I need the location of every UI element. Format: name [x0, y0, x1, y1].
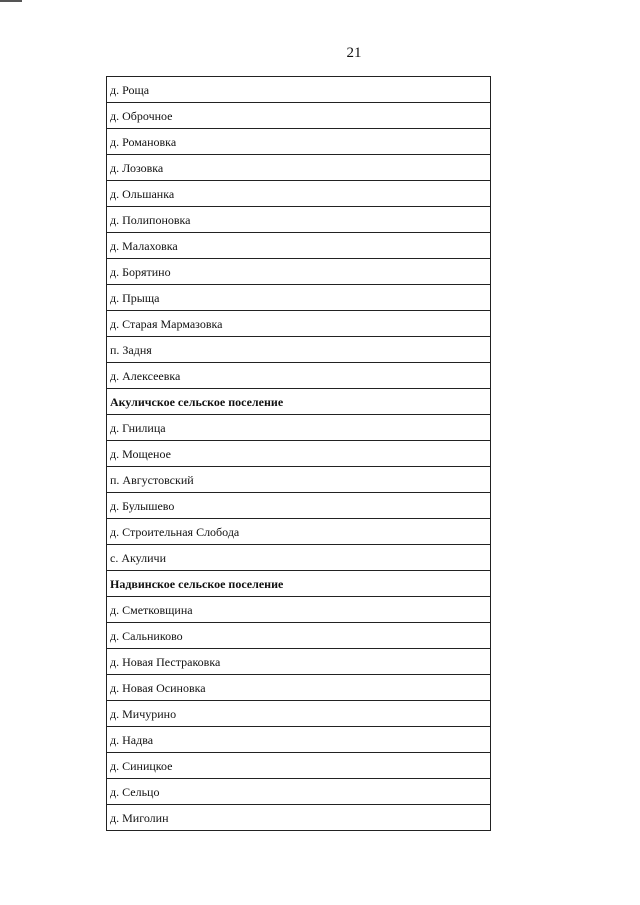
- table-row: [107, 545, 491, 571]
- section-header-cell: Надвинское сельское поселение: [107, 571, 491, 597]
- table-row: [107, 675, 491, 701]
- settlement-name-cell: д. Новая Пестраковка: [107, 649, 491, 675]
- table-row: [107, 181, 491, 207]
- settlement-name-cell: д. Строительная Слобода: [107, 519, 491, 545]
- settlement-list-body: [107, 77, 491, 831]
- table-row: [107, 779, 491, 805]
- settlement-name-cell: д. Ольшанка: [107, 181, 491, 207]
- settlement-name-cell: д. Романовка: [107, 129, 491, 155]
- settlement-name-cell: д. Сметковщина: [107, 597, 491, 623]
- settlement-name-cell: д. Сельцо: [107, 779, 491, 805]
- table-row: [107, 311, 491, 337]
- settlement-name-cell: п. Августовский: [107, 467, 491, 493]
- settlement-name-cell: д. Роща: [107, 77, 491, 103]
- table-row: [107, 259, 491, 285]
- table-row: [107, 207, 491, 233]
- table-row: [107, 727, 491, 753]
- settlement-name-cell: д. Алексеевка: [107, 363, 491, 389]
- settlement-name-cell: д. Оброчное: [107, 103, 491, 129]
- table-row: [107, 753, 491, 779]
- settlement-name-cell: д. Новая Осиновка: [107, 675, 491, 701]
- scan-mark: [0, 0, 22, 2]
- settlement-name-cell: д. Полипоновка: [107, 207, 491, 233]
- table-row: [107, 129, 491, 155]
- settlement-name-cell: д. Миголин: [107, 805, 491, 831]
- table-row: [107, 337, 491, 363]
- table-row: [107, 701, 491, 727]
- settlement-name-cell: п. Задня: [107, 337, 491, 363]
- settlement-name-cell: д. Сальниково: [107, 623, 491, 649]
- section-header-cell: Акуличское сельское поселение: [107, 389, 491, 415]
- table-row: [107, 77, 491, 103]
- table-row: [107, 233, 491, 259]
- settlement-name-cell: д. Гнилица: [107, 415, 491, 441]
- table-row: [107, 441, 491, 467]
- table-row: [107, 285, 491, 311]
- settlement-name-cell: д. Старая Мармазовка: [107, 311, 491, 337]
- table-row: [107, 467, 491, 493]
- settlement-list-table: [106, 76, 491, 831]
- table-row: [107, 597, 491, 623]
- table-row: [107, 493, 491, 519]
- settlement-name-cell: д. Малаховка: [107, 233, 491, 259]
- table-row: [107, 649, 491, 675]
- settlement-name-cell: д. Лозовка: [107, 155, 491, 181]
- page-number: 21: [346, 45, 362, 61]
- settlement-name-cell: д. Синицкое: [107, 753, 491, 779]
- section-header-row: [107, 571, 491, 597]
- settlement-name-cell: д. Булышево: [107, 493, 491, 519]
- settlement-name-cell: д. Надва: [107, 727, 491, 753]
- settlement-name-cell: д. Мичурино: [107, 701, 491, 727]
- settlement-name-cell: д. Прыща: [107, 285, 491, 311]
- settlement-name-cell: д. Мощеное: [107, 441, 491, 467]
- settlement-name-cell: с. Акуличи: [107, 545, 491, 571]
- table-row: [107, 623, 491, 649]
- table-row: [107, 103, 491, 129]
- settlement-name-cell: д. Борятино: [107, 259, 491, 285]
- table-row: [107, 519, 491, 545]
- table-row: [107, 415, 491, 441]
- table-row: [107, 363, 491, 389]
- section-header-row: [107, 389, 491, 415]
- table-row: [107, 155, 491, 181]
- table-row: [107, 805, 491, 831]
